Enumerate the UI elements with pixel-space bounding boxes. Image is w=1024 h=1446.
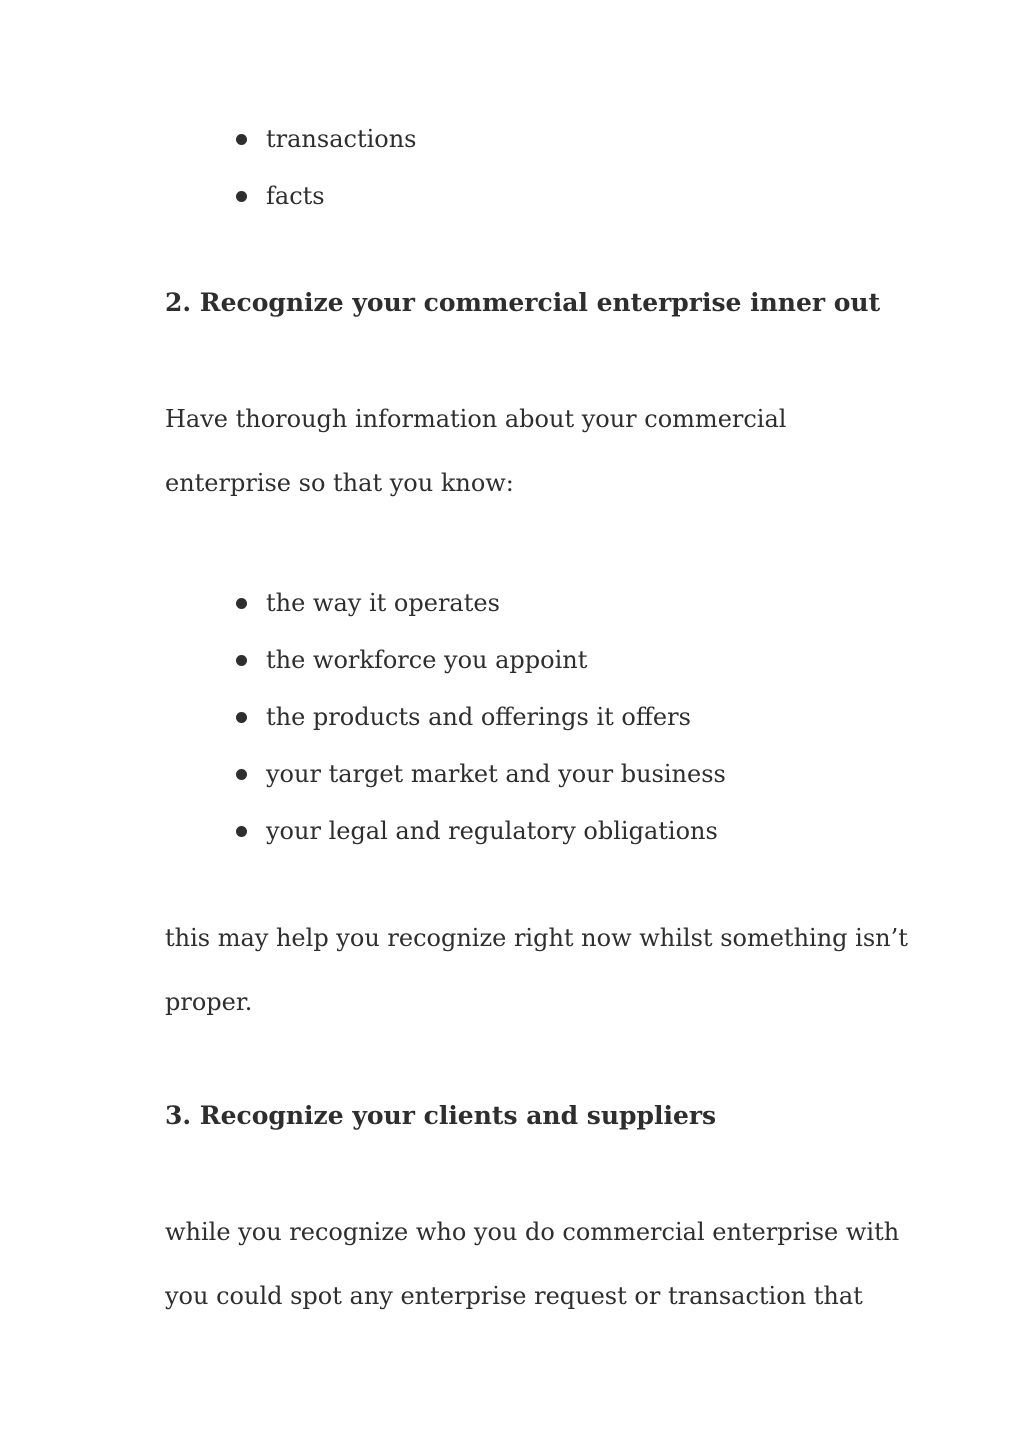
bullet-icon bbox=[236, 191, 247, 202]
list-item-text: transactions bbox=[266, 125, 417, 153]
list-item bbox=[236, 702, 691, 732]
list-item-text: the way it operates bbox=[266, 589, 500, 617]
list-item bbox=[236, 124, 417, 154]
bullet-icon bbox=[236, 134, 247, 145]
bullet-icon bbox=[236, 655, 247, 666]
list-item bbox=[236, 816, 718, 846]
bullet-icon bbox=[236, 826, 247, 837]
list-item bbox=[236, 181, 325, 211]
paragraph-line: proper. bbox=[165, 988, 253, 1016]
paragraph-line: enterprise so that you know: bbox=[165, 469, 514, 497]
list-item-text: facts bbox=[266, 182, 325, 210]
paragraph-line: Have thorough information about your commercial bbox=[165, 405, 787, 433]
paragraph-line: while you recognize who you do commercial enterprise with bbox=[165, 1218, 900, 1246]
bullet-icon bbox=[236, 712, 247, 723]
list-item-text: the workforce you appoint bbox=[266, 646, 588, 674]
paragraph-line: this may help you recognize right now whilst something isn’t bbox=[165, 924, 908, 952]
list-item-text: your legal and regulatory obligations bbox=[266, 817, 718, 845]
section-heading: 2. Recognize your commercial enterprise inner out bbox=[165, 288, 881, 317]
section-heading: 3. Recognize your clients and suppliers bbox=[165, 1101, 717, 1130]
list-item-text: the products and offerings it offers bbox=[266, 703, 691, 731]
bullet-icon bbox=[236, 769, 247, 780]
list-item bbox=[236, 759, 726, 789]
list-item-text: your target market and your business bbox=[266, 760, 726, 788]
list-item bbox=[236, 645, 587, 675]
paragraph-line: you could spot any enterprise request or transaction that bbox=[165, 1282, 863, 1310]
bullet-icon bbox=[236, 598, 247, 609]
list-item bbox=[236, 588, 500, 618]
